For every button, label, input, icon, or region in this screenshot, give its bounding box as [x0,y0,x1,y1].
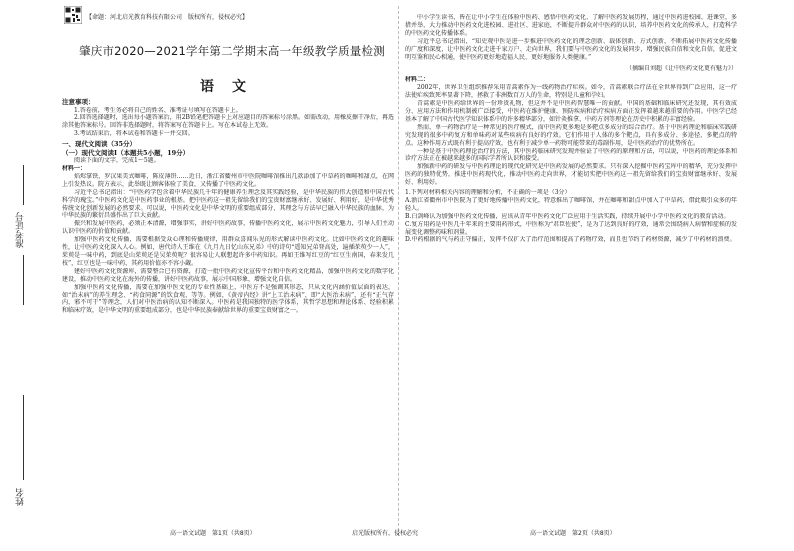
passage-paragraph: 加强中医药文化传播，需要根据受众心理和传播规律，用群众喜闻乐见的形式解读中医药文化。比如中医药文化的趣味性，让中医药文化深入人心。例如，唐代诗人王维在《九月九日忆山东兄弟》中的诗句“遥知兄弟登高处，遍插茱萸少一人”，茱萸是一味中药，到底是山茱萸还是吴茱萸呢？很容易让人联想起许多中药知识。再如王维写红豆的“红豆生南国，春来发几枝”，红豆也是一味中药，其药用价值亦不容小觑。 [62,236,394,267]
notes-heading: 注意事项： [62,98,95,106]
passage-paragraph: 建好中医药文化资源库，需要整合已有资源，打造一批中医药文化宣传平台和中医药文化精品，加强中医药文化的数字化建设，推动中医药文化在海外的传播，讲好中医药故事，展示中国形象，增强文化自信。 [62,267,394,283]
passage-paragraph: 中小学生读书，皆在让中小学生在体验中医药、感悟中医药文化、了解中医药发展历程，通过中医药进校园、进课堂，多措并举，大力推动中医药文化进校园、进社区、进家庭，不断提升群众对中医药的认识，培养中医药文化的传承人，打造科学的中医药文化传播体系。 [405,14,737,37]
exam-title: 肇庆市2020—2021学年第二学期末高一年级教学质量检测 [79,44,385,58]
passage-paragraph: 一种是基于中医药理论治疗的方法，其中医药临床研究发现并验证了中医药的原理和方法，可以说，中医药的理论体系和诊疗方法正在被越来越多的国际学者所认识和接受。 [405,147,737,163]
passage-paragraph: 加强新中药的研发与中医药理论的现代化研究是中医药发展的必然要求。只有深入挖掘中医药宝库中的精华，充分发挥中医药的独特优势，推进中医药现代化，推动中医药走向世界，才能切实把中医药这一祖先留给我们的宝贵财富继承好、发展好、利用好。 [405,163,737,187]
footer-left: 高一语文试题 第1页（共8页） [170,530,256,537]
passage-paragraph: 习近平总书记指出：“中医药学包含着中华民族几千年的健康养生理念及其实践经验，是中华民族的伟大创造和中国古代科学的瑰宝。”中医药文化是中医药事业的根基。把中医药这一祖先留给我们的宝贵财富继承好、发展好、利用好，是中华优秀传统文化创新发展的必然要求。可以说，中医药文化是中华文明的重要组成部分，其理念与方法早已融入中华民族的血脉，为中华民族的繁衍昌盛作出了巨大贡献。 [62,188,394,220]
sidebar-label-name: 姓名 [16,488,26,506]
passage-paragraph: 振兴和发展中医药，必须正本清源，增强事实，讲好中医药故事，传播中医药文化，展示中医药文化魅力，引导人们主动认识中医药的价值和贡献。 [62,220,394,236]
subject-title: 语文 [200,79,264,95]
section-instruction: 阅读下面的文字，完成1～5题。 [74,157,160,165]
section-heading: 一、现代文阅读（35分） [62,140,137,149]
copyright-header: 【命题：河北启光教育科技有限公司 版权所有，侵权必究】 [86,14,249,21]
subsection-heading: （一）现代文阅读Ⅰ（本题共5小题，19分） [62,148,190,157]
passage-paragraph: 加强中医药文化传播，需要在加强中医文化的专业性基础上，中医方不是强调其形态，只从文化内涵价值层面的表达，如“治未病”的养生理念、“药食同源”的饮食观，等等。例如，《黄帝内经》讲“上工治未病”，即“大医治未病”，还有“正气存内，邪不可干”等理念，人们对中医治病的认知不断深入。中医药是我国独特的医学体系，其哲学思想和理论体系、经验积累和临床疗效，是中华文明的重要组成部分，也是中华民族奉献给世界的重要宝贵财富之一。 [62,283,394,315]
note-item: 3.考试结束后，将本试卷和答题卡一并交回。 [74,130,194,138]
note-item: 1.答卷前，考生务必将自己的姓名、准考证号填写在答题卡上。 [74,106,242,114]
passage-paragraph: 然而，单一药物治疗是一种常见的医疗模式，而中医药更多地是多靶点多成分的综合治疗。基于中医药理论和临床实践研究发现的很多中药复方和单味药对某些疾病有良好的疗效。它们作用于人体的多个靶点，具有多成分、多途径、多靶点的特点。这种作用方式既有利于提高疗效，也有利于减少单一药物可能带来的毒副作用，是中医药治疗的优势所在。 [405,123,737,147]
question-option: C.复方用药是中医几千年来的主要用药形式，中医称为“君臣佐使”，是为了达到良好的疗效，通常会围绕病人病情和症候的发展变化调整药味和剂量。 [405,220,737,236]
question-option: B.白剑峰认为加强中医药文化传播，应该从青年中医药文化广泛应用于生活实践，持续开展中小学中医药文化的教育活动。 [405,212,730,220]
note-item: 2.回答选择题时，选出每小题答案后，用2B铅笔把答题卡上对应题目的答案标号涂黑。如需改动，用橡皮擦干净后，再选涂其他答案标号。回答非选择题时，将答案写在答题卡上。写在本试卷上无效。 [62,114,394,130]
material-label: 材料二： [405,76,430,84]
question-option: A.浙江省衢州市中医院为了更好地传播中医药文化，特意推出了咖啡馆，并在咖啡和甜点中加入了中草药，借此吸引众多的年轻人。 [405,196,737,212]
sidebar-label-id: 准考证号 [16,212,26,248]
passage-paragraph: 焰烬掌铁，罗汉果美式咖啡，陈皮薄饼……近日，浙江省衢州市中医院咖啡馆推出几款添加了中草药的咖啡和甜点，在网上引发热议。院方表示，此举既让顾客体验了美食，又传播了中医药文化。 [62,172,394,188]
binding-line-top [23,165,24,205]
passage-paragraph: 青蒿素是中医药给世界的一份珍贵礼物，但这并不是中医药智慧唯一的贡献。中国的基础和临床研究还发现，其有效成分、应用方法和作用机制被广泛接受，中医药在维护健康、预防疾病和治疗疾病方面正发挥着越来越重要的作用。中医学已经基本了解了中国古代医学知识体系中的许多精华部分，如针灸推拿、中药方剂等理论在历史中积累的丰富经验。 [405,100,737,123]
question-stem: 1.下列对材料相关内容的理解和分析，不正确的一项是（3分） [405,189,571,197]
passage-paragraph: 2002年，世界卫生组织推荐采用青蒿素作为一线药物治疗疟疾。如今，青蒿素联合疗法在全世界得到广泛应用，这一疗法使疟疾致死率显著下降，拯救了非洲数百万人的生命，特别是儿童和孕妇。 [405,84,737,100]
page-divider [398,6,399,536]
source-citation: （摘编自刘超《让中医药文化更有魅力》） [625,65,737,73]
footer-right: 高一语文试题 第2页（共8页） [530,530,616,537]
footer-center: 启光版权所有，侵权必究 [352,530,419,537]
passage-paragraph: 习近平总书记指出，“知史观中医是进一步推进中医药文化的理念创新、载体创新、方式创新，不断拓展中医药文化传播的广度和深度，让中医药文化走进千家万户、走向世界，我们要与中医药文化的发展同步，增强民族自信和文化自信，促进文明互鉴和民心相通，使中医药更好地造福人民、更好地服务人类健康。” [405,37,737,61]
binding-line-bottom [23,395,24,480]
qr-code-icon [64,6,82,24]
left-column [62,98,394,315]
question-option: D.中药根据的气与药正守偏正，发挥不仅扩大了治疗范围和提高了药物疗效，而且也节约了药材资源，减少了中药材的浪费。 [405,236,736,244]
binding-margin [0,0,40,551]
binding-line-mid [23,255,24,305]
material-label: 材料一： [62,165,87,173]
right-column [405,14,737,244]
